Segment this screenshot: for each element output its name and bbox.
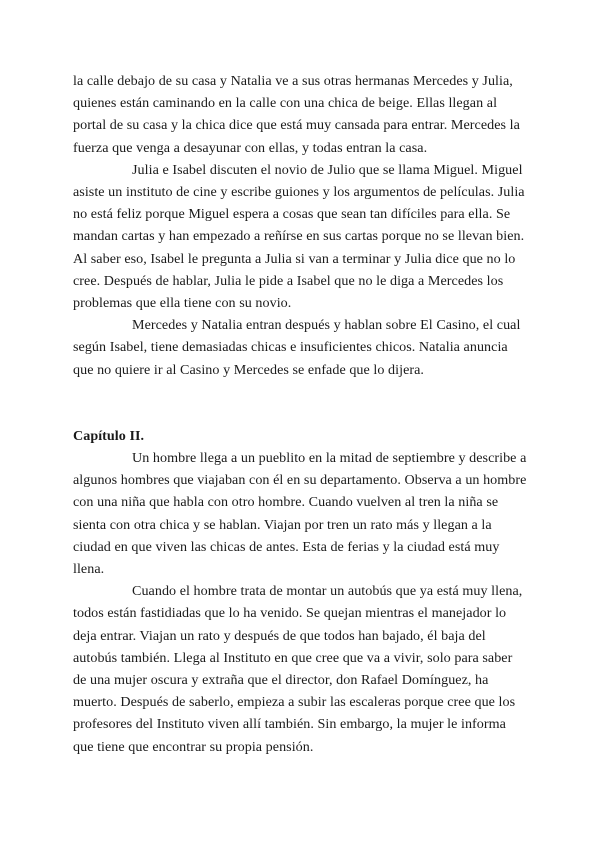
document-page	[73, 70, 529, 758]
paragraph-bus-institute: Cuando el hombre trata de montar un autobús que ya está muy llena, todos están fastidiadas que lo ha venido. Se quejan mientras el manejador lo deja entrar. Viajan un rato y después de que todos han bajado, él baja del autobús también. Llega al Instituto en que cree que va a vivir, solo para saber de una mujer oscura y extraña que el director, don Rafael Domínguez, ha muerto. Después de saberlo, empieza a subir las escaleras porque cree que los profesores del Instituto viven allí también. Sin embargo, la mujer le informa que tiene que encontrar su propia pensión.	[73, 583, 523, 755]
section-spacer	[73, 381, 529, 425]
paragraph-arrival: Un hombre llega a un pueblito en la mitad de septiembre y describe a algunos hombres que viajaban con él en su departamento. Observa a un hombre con una niña que habla con otro hombre. Cuando vuelven al tren la niña se sienta con otra chica y se hablan. Viajan por tren un rato más y llegan a la ciudad en que viven las chicas de antes. Esta de ferias y la ciudad está muy llena.	[73, 450, 527, 578]
paragraph-continuation: la calle debajo de su casa y Natalia ve a sus otras hermanas Mercedes y Julia, quienes están caminando en la calle con una chica de beige. Ellas llegan al portal de su casa y la chica dice que está muy cansada para entrar. Mercedes la fuerza que venga a desayunar con ellas, y todas entran la casa.	[73, 73, 520, 156]
paragraph-casino: Mercedes y Natalia entran después y hablan sobre El Casino, el cual según Isabel, tiene demasiadas chicas e insuficientes chicos. Natalia anuncia que no quiere ir al Casino y Mercedes se enfade que lo dijera.	[73, 317, 521, 378]
paragraph-julia-isabel: Julia e Isabel discuten el novio de Julio que se llama Miguel. Miguel asiste un instituto de cine y escribe guiones y los argumentos de películas. Julia no está feliz porque Miguel espera a cosas que sean tan difíciles para ella. Se mandan cartas y han empezado a reñírse en sus cartas porque no se llevan bien. Al saber eso, Isabel le pregunta a Julia si van a terminar y Julia dice que no lo cree. Después de hablar, Julia le pide a Isabel que no le diga a Mercedes los problemas que ella tiene con su novio.	[73, 161, 525, 312]
chapter-title: Capítulo II.	[73, 427, 145, 444]
